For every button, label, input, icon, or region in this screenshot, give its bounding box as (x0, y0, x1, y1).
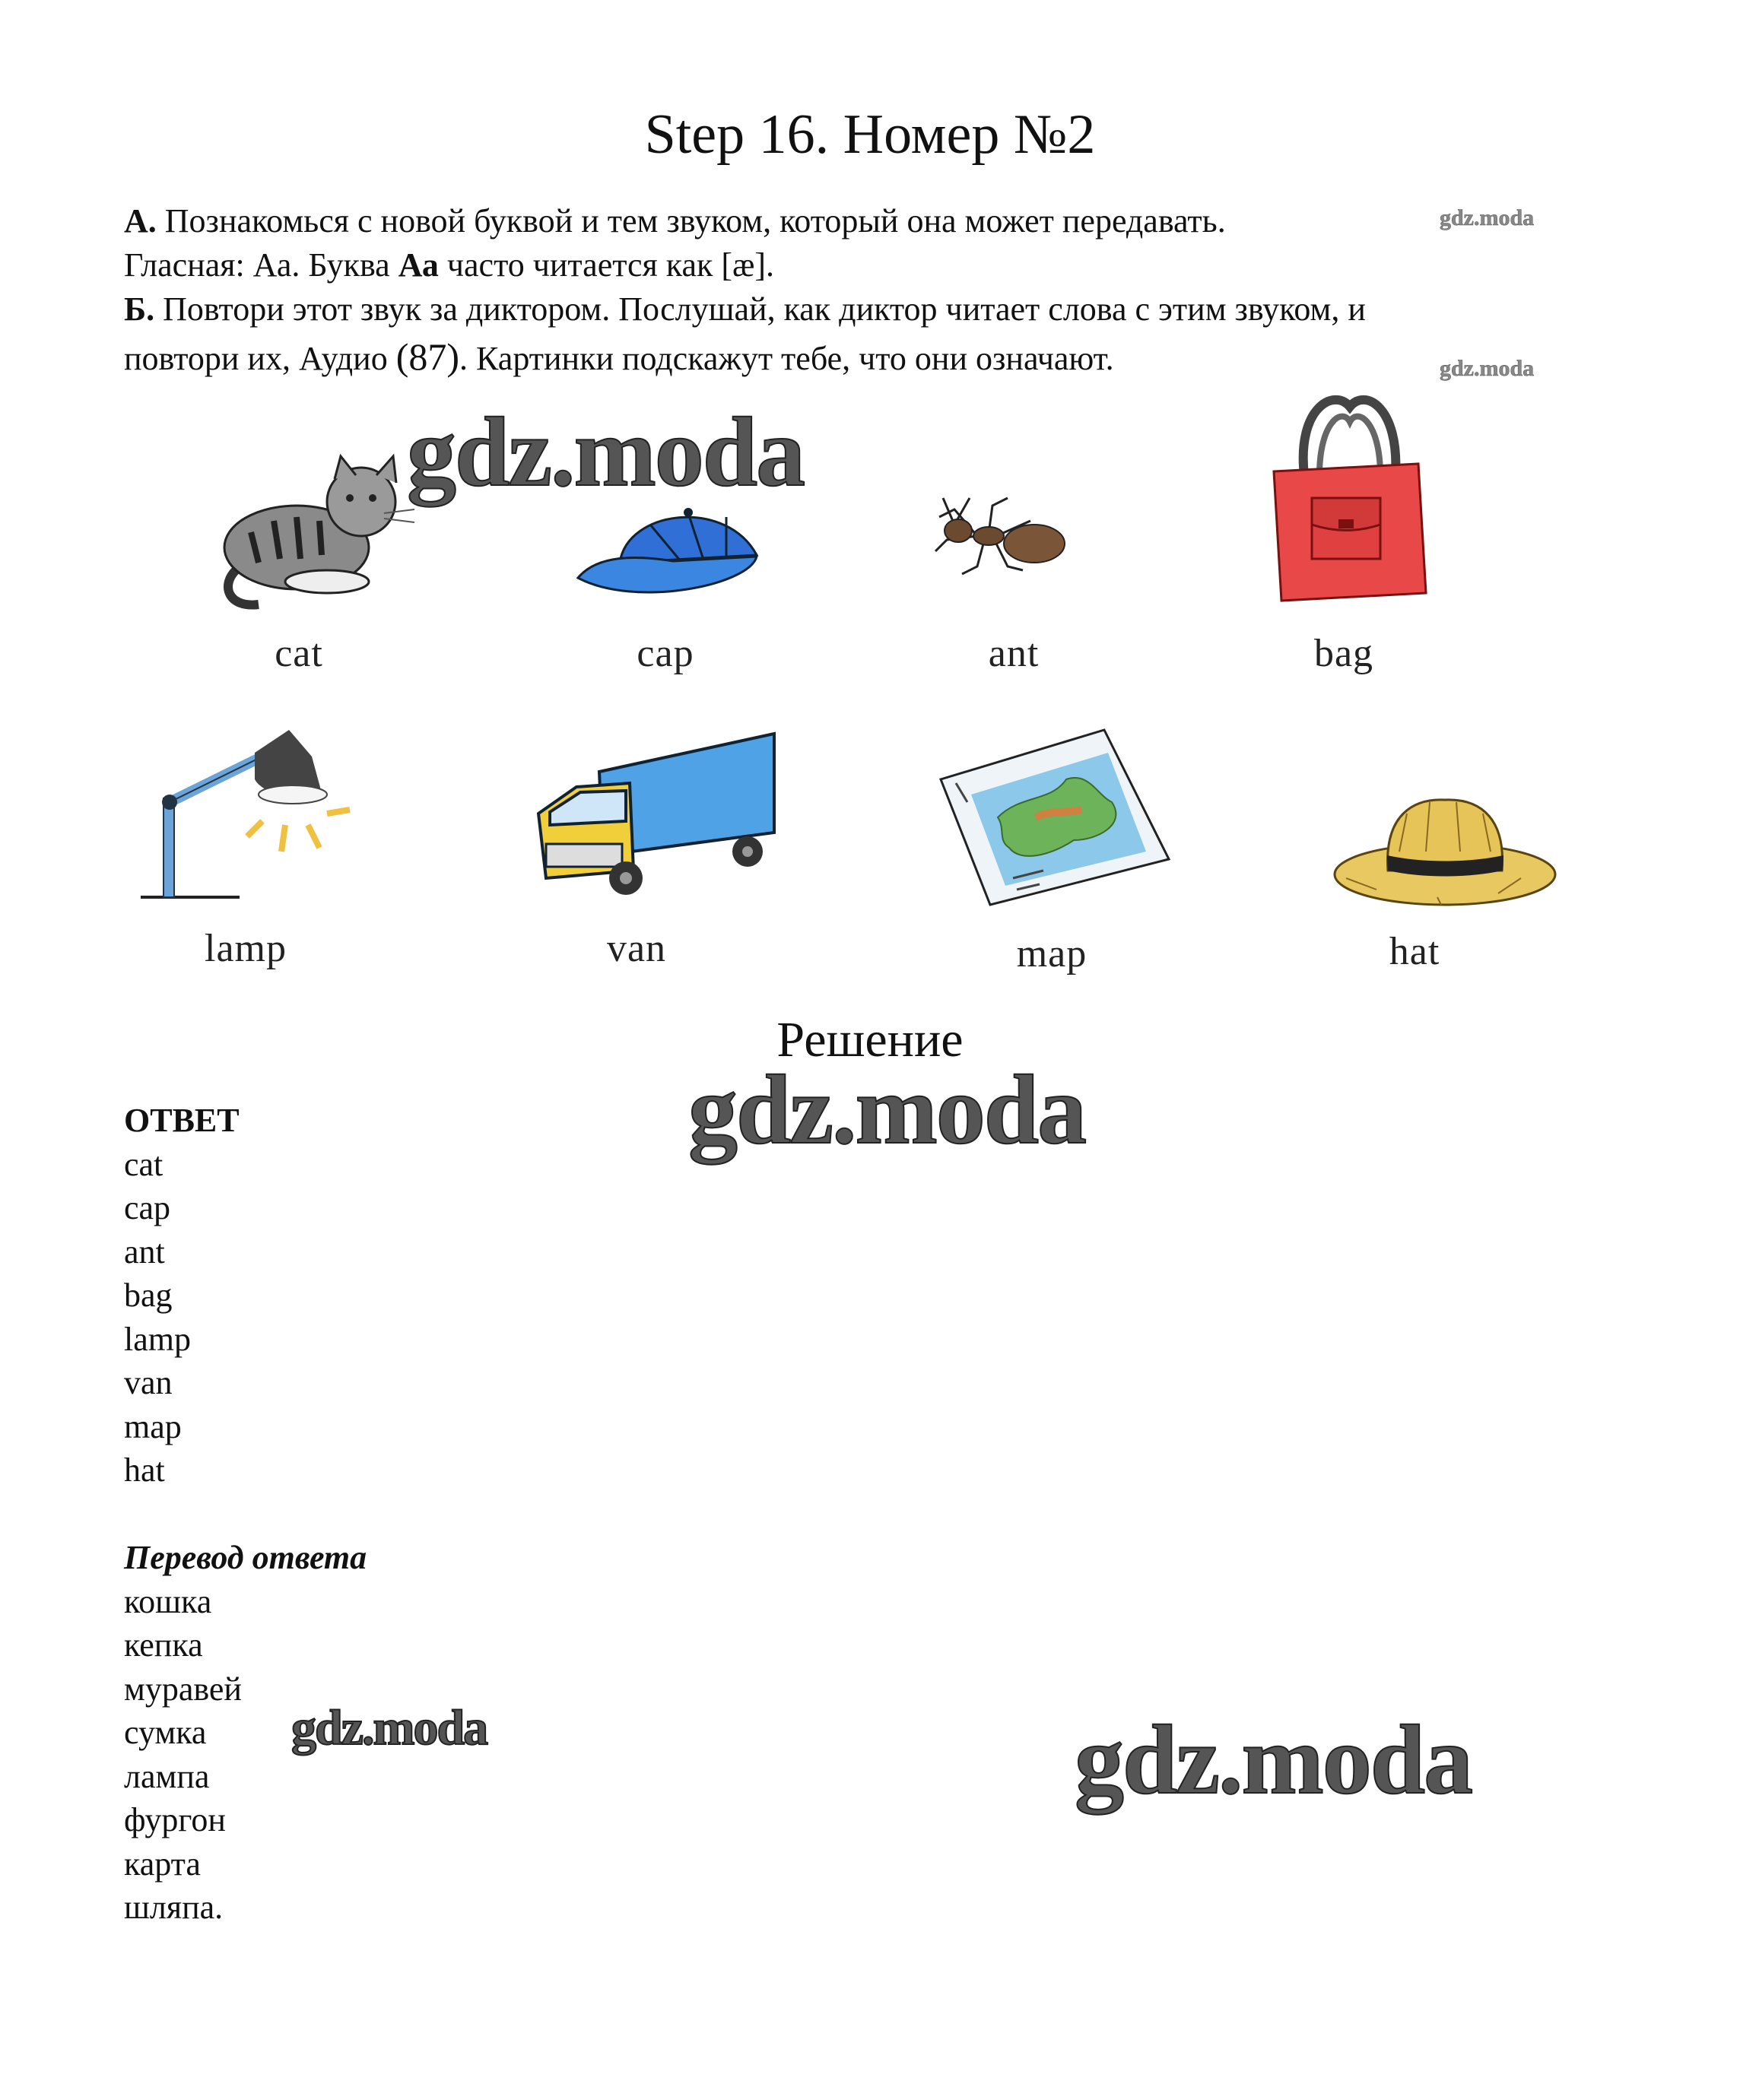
watermark: gdz.moda (688, 1055, 1086, 1165)
translation-heading: Перевод ответа (124, 1539, 367, 1576)
task-a-line2-prefix: Гласная: Аа. Буква (124, 246, 398, 284)
list-item: hat (124, 1451, 165, 1489)
cat-icon (213, 456, 411, 608)
picture-word: bag (1313, 632, 1374, 675)
list-item: bag (124, 1277, 173, 1314)
task-a-label: А. (124, 202, 157, 240)
task-b-label: Б. (124, 290, 155, 328)
task-b-line2-suffix: . Картинки подскажут тебе, что они означают. (459, 340, 1114, 377)
picture-word: cap (637, 632, 694, 675)
task-a-text: Познакомься с новой буквой и тем звуком, который она может передавать. (156, 202, 1226, 240)
page-title: Step 16. Номер №2 (644, 103, 1096, 166)
audio-number: (87) (395, 335, 460, 378)
answer-section (124, 1099, 240, 1493)
list-item: кепка (124, 1626, 203, 1664)
list-item: van (124, 1364, 173, 1401)
task-a-line2 (124, 243, 1607, 287)
picture-word: ant (988, 632, 1040, 675)
list-item: сумка (124, 1714, 207, 1751)
watermark-small: gdz.moda (1440, 205, 1535, 230)
list-item: кошка (124, 1582, 212, 1620)
picture-word: lamp (205, 927, 287, 970)
ant-icon (932, 494, 1072, 578)
picture-word: cat (275, 632, 323, 675)
solution-heading: Решение (776, 1012, 964, 1067)
task-b-line2-prefix: повтори их, Аудио (124, 340, 396, 377)
bag-icon (1266, 392, 1430, 608)
list-item: cap (124, 1189, 171, 1226)
translation-section (124, 1536, 367, 1930)
map-icon (937, 726, 1173, 905)
task-a-line2-bold: Аа (398, 246, 439, 284)
answer-heading: ОТВЕТ (124, 1102, 240, 1139)
list-item: муравей (124, 1670, 242, 1708)
list-item: map (124, 1407, 182, 1445)
watermark-small: gdz.moda (1440, 356, 1535, 381)
lamp-icon (133, 726, 376, 901)
van-icon (531, 730, 782, 901)
hat-icon (1331, 798, 1559, 912)
cap-icon (574, 502, 764, 608)
list-item: ant (124, 1232, 165, 1270)
list-item: карта (124, 1845, 201, 1883)
watermark: gdz.moda (407, 398, 805, 507)
picture-word: map (1016, 932, 1088, 975)
list-item: фургон (124, 1801, 226, 1838)
picture-word: van (606, 927, 667, 970)
list-item: шляпа. (124, 1889, 224, 1926)
task-b-line2 (124, 335, 1607, 381)
task-b-text: Повтори этот звук за диктором. Послушай, как диктор читает слова с этим звуком, и (154, 290, 1366, 328)
list-item: lamp (124, 1320, 191, 1358)
list-item: лампа (124, 1757, 210, 1795)
list-item: cat (124, 1145, 164, 1183)
watermark: gdz.moda (1075, 1705, 1472, 1815)
task-a-line1 (124, 199, 1607, 243)
task-a-line2-suffix: часто читается как [æ]. (438, 246, 775, 284)
watermark: gdz.moda (291, 1700, 487, 1756)
task-b-line1 (124, 287, 1607, 331)
picture-word: hat (1389, 930, 1440, 973)
